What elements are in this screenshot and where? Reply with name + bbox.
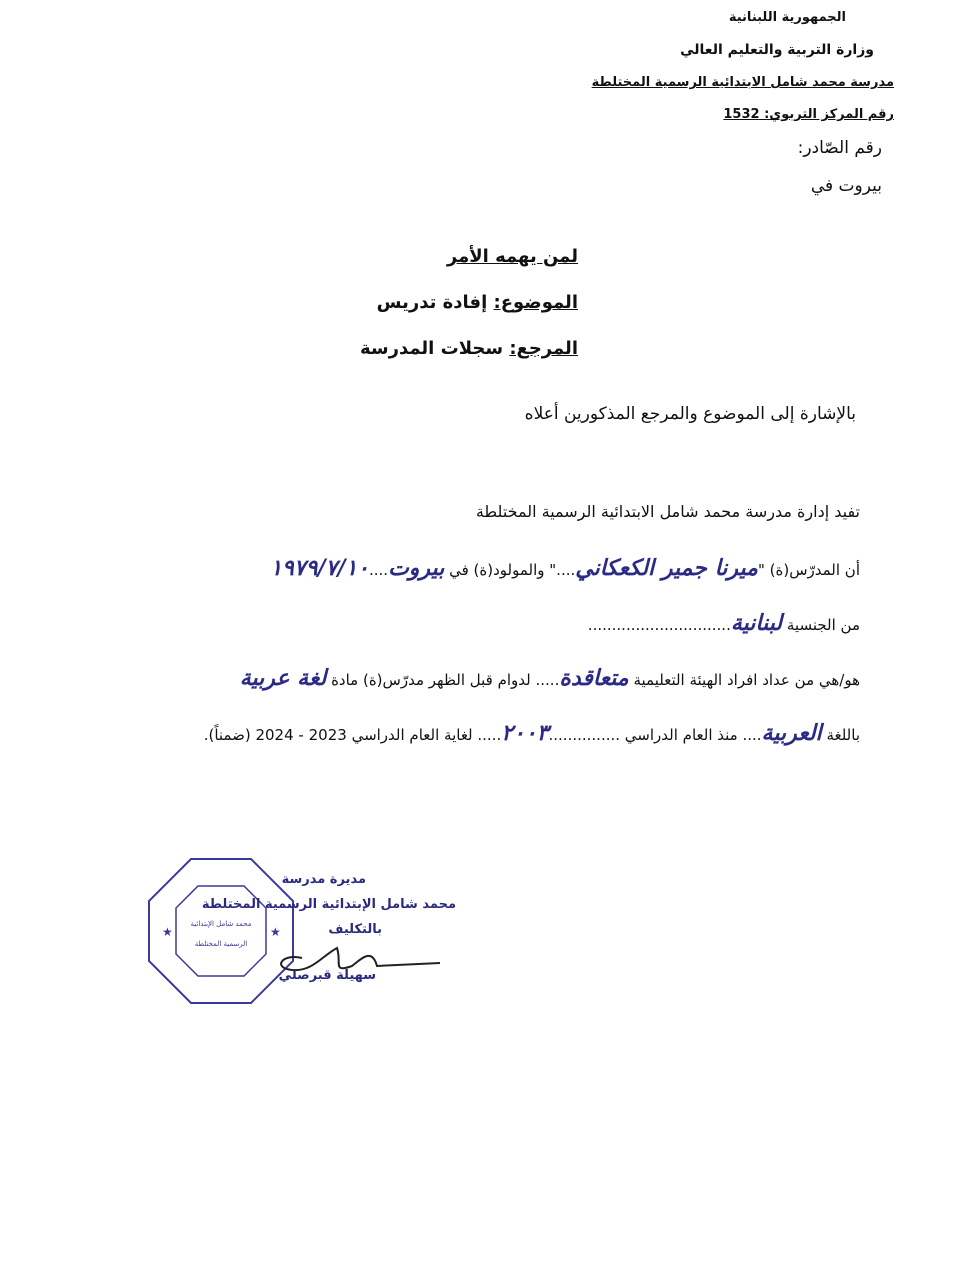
stamp-inner-line1: محمد شامل الإبتدائية (190, 920, 252, 928)
stamp-inner-line2: الرسمية المختلطة (194, 940, 248, 948)
body-line-4 (240, 665, 860, 691)
star-icon: ★ (162, 925, 173, 939)
text: ..... لدوام قبل الظهر مدرّس(ة) مادة (331, 671, 560, 689)
subject-value: إفادة تدريس (376, 292, 488, 313)
signatory-school: محمد شامل الإبتدائية الرسمية المختلطة (201, 897, 456, 912)
nationality: لبنانية (730, 610, 783, 636)
reference-line (360, 338, 578, 359)
subject-label: الموضوع: (493, 292, 578, 313)
school-name: مدرسة محمد شامل الابتدائية الرسمية المختلطة (591, 75, 894, 90)
reference-value: سجلات المدرسة (359, 338, 504, 359)
signatory-name: سهيلة قبرصلي (278, 968, 376, 983)
text: هو/هي من عداد افراد الهيئة التعليمية (633, 671, 860, 689)
teacher-name: ميرنا جمير الكعكاني (575, 555, 758, 581)
body-line-2: أن المدرّس(ة) "ميرنا جمير الكعكاني...." والمولود(ة) في بيروت....١٩٧٩/٧/١٠ (270, 555, 860, 581)
employment-status: متعاقدة (559, 665, 629, 691)
intro-text: بالإشارة إلى الموضوع والمرجع المذكورين أعلاه (524, 404, 856, 424)
star-icon: ★ (270, 925, 281, 939)
text: باللغة (826, 726, 860, 744)
text: من الجنسية (786, 616, 860, 634)
subject-taught: لغة عربية (239, 665, 327, 691)
place-date: بيروت في (810, 176, 882, 196)
reference-label: المرجع: (509, 338, 578, 359)
birth-date: ١٩٧٩/٧/١٠ (270, 555, 369, 581)
start-year: ٢٠٠٣ (501, 720, 549, 746)
text: .... منذ العام الدراسي ............... (548, 726, 762, 744)
body-line-1: تفيد إدارة مدرسة محمد شامل الابتدائية الرسمية المختلطة (475, 502, 860, 521)
body-line-3 (588, 610, 860, 636)
ministry-name: وزارة التربية والتعليم العالي (680, 42, 874, 58)
signatory-assignment: بالتكليف (328, 922, 382, 937)
body-line-5 (204, 720, 860, 746)
text: ..... لغاية العام الدراسي 2023 - 2024 (ضمناً). (203, 726, 502, 744)
teaching-language: العربية (761, 720, 822, 746)
signatory-title: مديرة مدرسة (281, 872, 366, 887)
text: ...." والمولود(ة) في (449, 561, 576, 579)
text: أن المدرّس(ة) " (757, 561, 860, 579)
birth-place: بيروت (388, 555, 445, 581)
subject-line (377, 292, 578, 313)
center-number: رقم المركز التربوي: 1532 (723, 107, 894, 122)
republic-name: الجمهورية اللبنانية (728, 10, 846, 25)
text: .............................. (587, 616, 731, 634)
addressee: لمن يهمه الأمر (446, 246, 578, 267)
outgoing-number: رقم الصّادر: (797, 138, 882, 158)
